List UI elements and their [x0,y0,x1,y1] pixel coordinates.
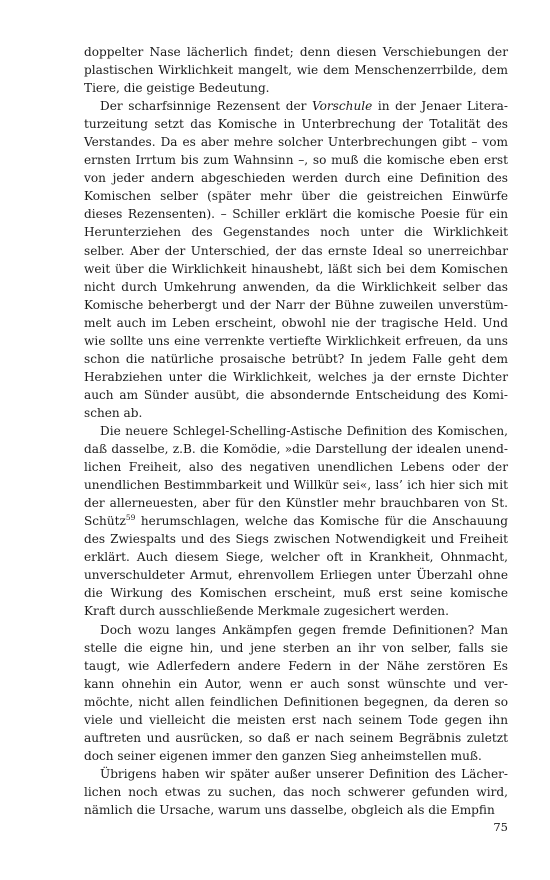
paragraph [84,97,508,422]
paragraph [84,43,508,97]
paragraph [84,765,508,819]
page-number: 75 [493,820,508,834]
text-run: herumschlagen, welche das Komische für die Anschauung des Zwiespalts und des Siegs zwischen Notwendigkeit und Freiheit erklärt. Auch diesem Siege, welcher oft in Krankheit, Ohnmacht, unverschuldeter Armut, ehrenvollem Erliegen unter Überzahl ohne die Wirkung des Komischen erscheint, muß erst seine komische Kraft durch ausschließende Merkmale zugesichert werden. [84,514,508,619]
text-run: Übrigens haben wir später außer unserer Definition des Lächerlichen noch etwas zu suchen, das noch schwerer gefunden wird, nämlich die Ursache, warum uns dasselbe, obgleich als die Empfin [84,766,508,817]
italic-title: Vorschule [312,99,373,114]
footnote-marker: 59 [125,513,136,523]
text-run: Der scharfsinnige Rezensent der [100,99,312,114]
text-run: doppelter Nase lächerlich findet; denn diesen Verschiebungen der plastischen Wirklichkeit mangelt, wie dem Menschenzerrbilde, dem Tiere, die geistige Bedeutung. [84,45,508,96]
text-run: in der Jenaer Literaturzeitung setzt das Komische in Unterbrechung der Totalität des Verstandes. Da es aber mehre solcher Unterbrechungen gibt – vom ernsten Irrtum bis zum Wahnsinn –, so muß die komische eben erst von jeder andern abgeschieden werden durch eine Definition des Komischen selber (später mehr über die geistreichen Einwürfe dieses Rezensenten). – Schiller erklärt die komische Poesie für ein Herunterziehen des Gegenstandes noch unter die Wirklichkeit selber. Aber der Unterschied, der das ernste Ideal so unerreichbar weit über die Wirklichkeit hinaushebt, läßt sich bei dem Komischen nicht durch Umkehrung anwenden, da die Wirklichkeit selber das Komische beherbergt und der Narr der Bühne zuweilen unverstümmelt auch im Leben erscheint, obwohl nie der tragische Held. Und wie sollte uns eine verrenkte vertiefte Wirklichkeit erfreuen, da uns schon die natürliche prosaische betrübt? In jedem Falle geht dem Herabziehen unter die Wirklichkeit, welches ja der ernste Dichter auch am Sünder ausübt, die absondernde Entscheidung des Komischen ab. [84,99,508,420]
text-run: Doch wozu langes Ankämpfen gegen fremde Definitionen? Man stelle die eigne hin, und jene sterben an ihr von selber, falls sie taugt, wie Adlerfedern andere Federn in der Nähe zerstören Es kann ohnehin ein Autor, wenn er auch sonst wünschte und vermöchte, nicht allen feindlichen Definitionen begegnen, da deren so viele und vielleicht die meisten erst nach seinem Tode gegen ihn auftreten und ausrücken, so daß er nach seinem Begräbnis zuletzt doch seiner eigenen immer den ganzen Sieg anheimstellen muß. [84,622,508,763]
paragraph [84,621,508,765]
body-text [84,43,508,819]
paragraph [84,422,508,621]
text-run: Die neuere Schlegel-Schelling-Astische Definition des Komischen, daß dasselbe, z.B. die Komödie, »die Darstellung der idealen unendlichen Freiheit, also des negativen unendlichen Lebens oder der unendlichen Bestimmbarkeit und Willkür sei«, lass’ ich hier sich mit der allerneuesten, aber für den Künstler mehr brauchbaren von St. Schütz [84,423,508,529]
